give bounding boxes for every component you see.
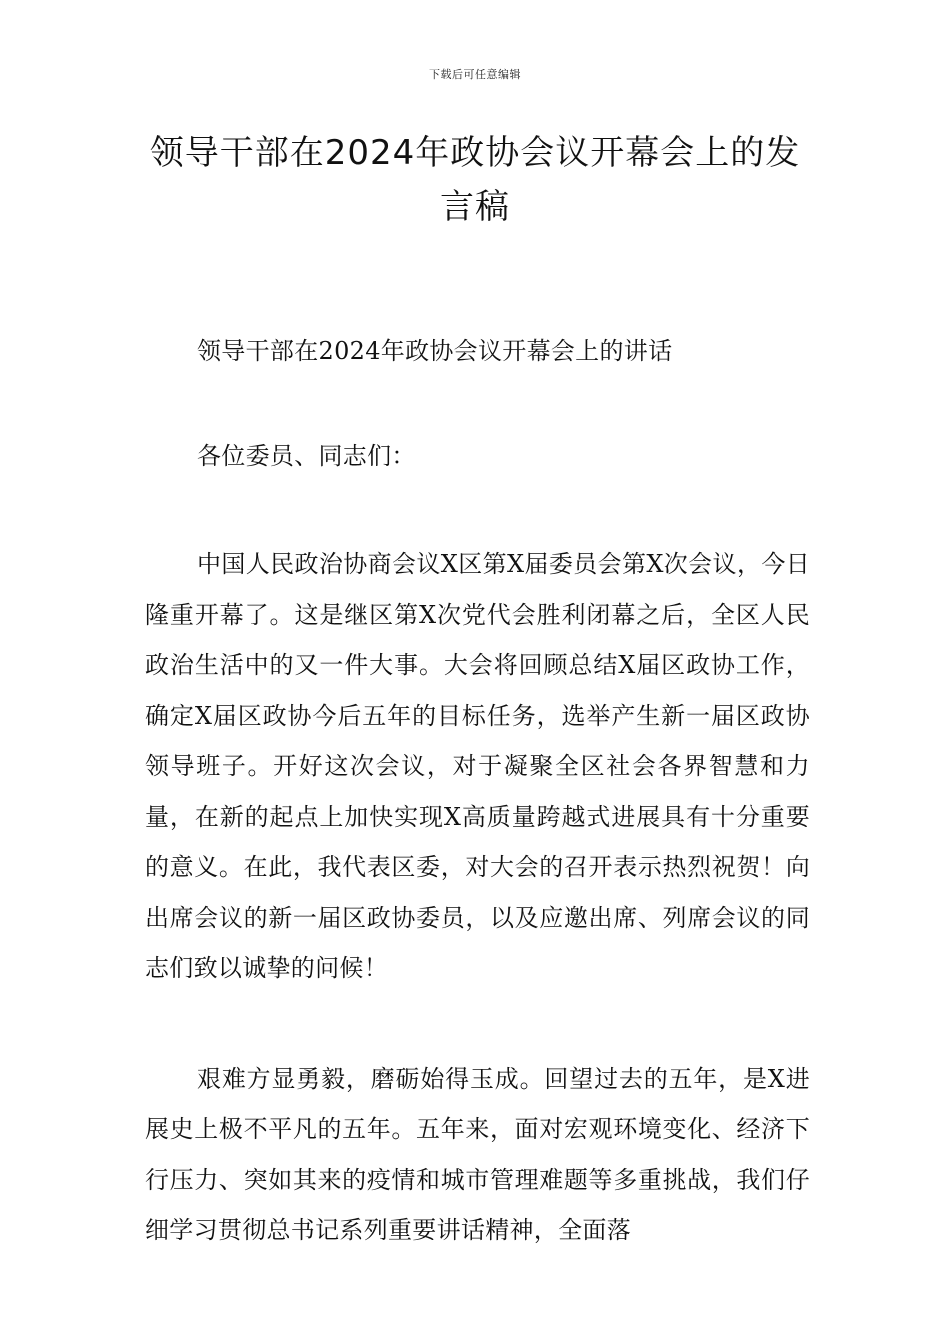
speech-subtitle: 领导干部在2024年政协会议开幕会上的讲话 [197,337,673,365]
salutation: 各位委员、同志们： [197,441,416,470]
body-paragraph: 艰难方显勇毅，磨砺始得玉成。回望过去的五年，是X进展史上极不平凡的五年。五年来，面对宏观环境变化、经济下行压力、突如其来的疫情和城市管理难题等多重挑战，我们仔细学习贯彻总书记系列重要讲话精神，全面落 [145,1064,810,1244]
body-paragraph: 中国人民政治协商会议X区第X届委员会第X次会议，今日隆重开幕了。这是继区第X次党代会胜利闭幕之后，全区人民政治生活中的又一件大事。大会将回顾总结X届区政协工作，确定X届区政协今后五年的目标任务，选举产生新一届区政协领导班子。开好这次会议，对于凝聚全区社会各界智慧和力量，在新的起点上加快实现X高质量跨越式进展具有十分重要的意义。在此，我代表区委，对大会的召开表示热烈祝贺！向出席会议的新一届区政协委员，以及应邀出席、列席会议的同志们致以诚挚的问候！ [145,550,810,982]
document-body [145,326,810,1256]
document-title: 领导干部在2024年政协会议开幕会上的发言稿 [149,133,801,227]
download-note: 下载后可任意编辑 [429,68,521,81]
